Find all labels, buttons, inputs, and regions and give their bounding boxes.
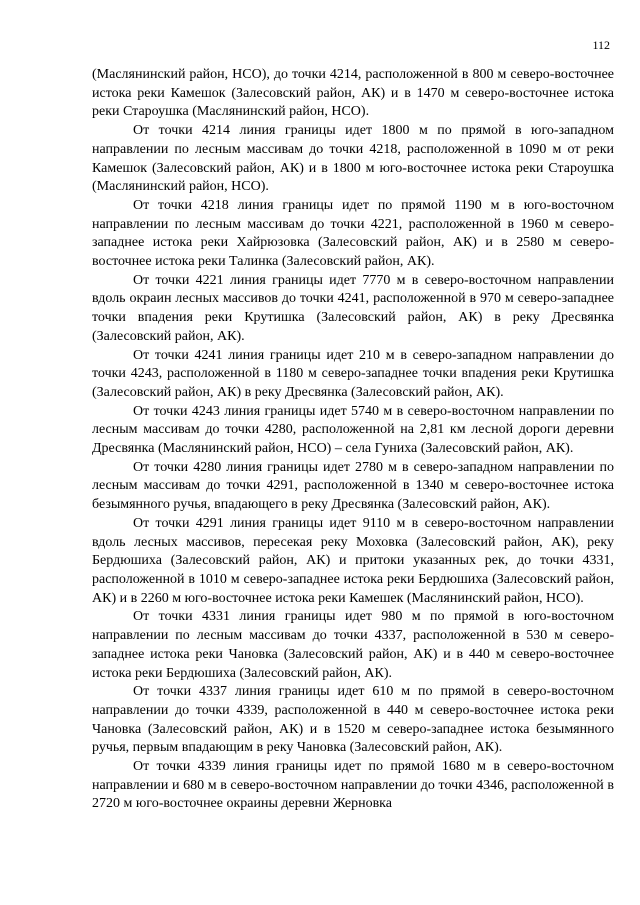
- document-body: [92, 66, 614, 814]
- paragraph-2: От точки 4214 линия границы идет 1800 м по прямой в юго-западном направлении по лесным массивам до точки 4218, расположенной в 1090 м от реки Камешок (Залесовский район, АК) и в 1800 м юго-восточнее истока реки Староушка (Маслянинский район, НСО).: [92, 123, 614, 195]
- paragraph-7: От точки 4280 линия границы идет 2780 м в северо-западном направлении по лесным массивам до точки 4291, расположенной в 1340 м северо-восточнее истока безымянного ручья, впадающего в реку Дресвянка (Залесовский район, АК).: [92, 459, 614, 513]
- paragraph-8: От точки 4291 линия границы идет 9110 м в северо-восточном направлении вдоль лесных массивов, пересекая реку Моховка (Залесовский район, АК), реку Бердюшиха (Залесовский район, АК) и притоки указанных рек, до точки 4331, расположенной в 1010 м северо-западнее истока реки Бердюшиха (Залесовский район, АК) и в 2260 м юго-восточнее истока реки Камешек (Маслянинский район, НСО).: [92, 515, 614, 606]
- paragraph-1: (Маслянинский район, НСО), до точки 4214, расположенной в 800 м северо-восточнее истока реки Камешок (Залесовский район, АК) и в 1470 м северо-восточнее истока реки Староушка (Маслянинский район, НСО).: [92, 67, 614, 120]
- paragraph-5: От точки 4241 линия границы идет 210 м в северо-западном направлении до точки 4243, расположенной в 1180 м северо-западнее точки впадения реки Крутишка (Залесовский район, АК) в реку Дресвянка (Залесовский район, АК).: [92, 347, 614, 400]
- page-number: 112: [592, 38, 610, 52]
- paragraph-10: От точки 4337 линия границы идет 610 м по прямой в северо-восточном направлении до точки 4339, расположенной в 440 м северо-восточнее истока реки Чановка (Залесовский район, АК) и в 1520 м северо-западнее истока безымянного ручья, первым впадающим в реку Чановка (Залесовский район, АК).: [92, 684, 614, 756]
- paragraph-11: От точки 4339 линия границы идет по прямой 1680 м в северо-восточном направлении и 680 м в северо-восточном направлении до точки 4346, расположенной в 2720 м юго-восточнее окраины деревни Жерновка: [92, 759, 614, 812]
- paragraph-9: От точки 4331 линия границы идет 980 м по прямой в юго-восточном направлении по лесным массивам до точки 4337, расположенной в 530 м северо-западнее истока реки Чановка (Залесовский район, АК) и в 440 м северо-восточнее истока реки Бердюшиха (Залесовский район, АК).: [92, 609, 614, 681]
- paragraph-6: От точки 4243 линия границы идет 5740 м в северо-восточном направлении по лесным массивам до точки 4280, расположенной на 2,81 км лесной дороги деревни Дресвянка (Маслянинский район, НСО) – села Гуниха (Залесовский район, АК).: [92, 403, 614, 457]
- paragraph-4: От точки 4221 линия границы идет 7770 м в северо-восточном направлении вдоль окраин лесных массивов до точки 4241, расположенной в 970 м северо-западнее точки впадения реки Крутишка (Залесовский район, АК) в реку Дресвянка (Залесовский район, АК).: [92, 272, 614, 344]
- paragraph-3: От точки 4218 линия границы идет по прямой 1190 м в юго-восточном направлении по лесным массивам до точки 4221, расположенной в 1960 м северо-западнее истока реки Хайрюзовка (Залесовский район, АК) и в 2580 м северо-восточнее истока реки Талинка (Залесовский район, АК).: [92, 197, 614, 270]
